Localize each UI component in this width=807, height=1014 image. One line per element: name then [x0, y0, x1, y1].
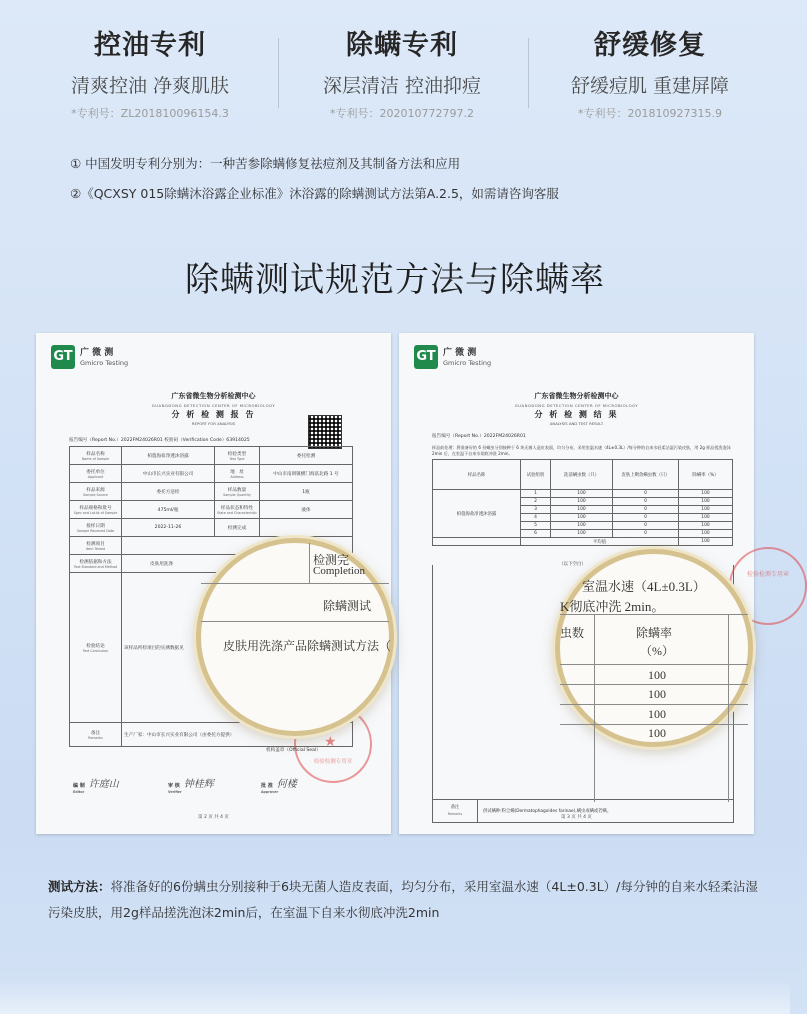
cell: 柏蔻海盐净透沐浴露 — [433, 490, 521, 538]
note-2: ②《QCXSY 015除螨沐浴露企业标准》沐浴露的除螨测试方法第A.2.5，如需请咨询客服 — [70, 186, 559, 201]
grid-line — [560, 704, 748, 705]
grid-line — [594, 614, 595, 802]
cell: 皮肤用洗涤 — [122, 555, 353, 573]
doc-title-en: REPORT FOR ANALYSIS — [191, 421, 236, 426]
table-header: 样品名称 — [433, 460, 521, 490]
cell: 平均值 — [521, 538, 679, 546]
magnifier-report-2 — [555, 549, 753, 747]
cell: 检验结论 Test Conclusion — [70, 573, 122, 723]
cell: 液体 — [260, 501, 353, 519]
table-header: 试验组别 — [521, 460, 551, 490]
seal-sub: 检验检测专用章 — [746, 571, 789, 578]
cell: 委托检测 — [260, 447, 353, 465]
grid-line — [560, 684, 748, 685]
cell: 0 — [613, 530, 679, 538]
magnifier-value: 100 — [648, 707, 666, 721]
cell: 2022-11-26 — [122, 519, 215, 537]
magnifier-text: 虫数 — [560, 626, 585, 640]
grid-line — [560, 614, 748, 615]
patent-title: 除螨专利 — [346, 30, 458, 61]
cell: 100 — [551, 490, 613, 498]
grid-line — [309, 543, 310, 583]
seal-caption: 机构盖章（Official Seal） — [266, 748, 321, 753]
cell: 100 — [679, 506, 733, 514]
remarks-label: 备注 Remarks — [433, 800, 478, 822]
grid-line — [201, 583, 389, 584]
cell: 475ml/瓶 — [122, 501, 215, 519]
cell: 100 — [679, 490, 733, 498]
magnifier-text: K彻底冲洗 2min。 — [560, 599, 665, 614]
cell: 接样日期 Sample Received Date — [70, 519, 122, 537]
section-title: 除螨测试规范方法与除螨率 — [185, 260, 605, 300]
patent-soothing-repair — [525, 28, 775, 121]
cell: 中山市南朗镇横门海富北路 1 号 — [260, 465, 353, 483]
cell: 备注 Remarks — [70, 723, 122, 747]
magnifier-value: 100 — [648, 687, 666, 701]
logo-cn: 广 微 测 — [80, 348, 114, 358]
magnifier-text: （%） — [640, 644, 674, 658]
cell: 3 — [521, 506, 551, 514]
bottom-decoration — [0, 980, 790, 1014]
org-name: 广东省微生物分析检测中心 — [534, 392, 619, 400]
seal-sub: 检验检测专用章 — [313, 759, 353, 765]
doc-title: 分 析 检 测 结 果 — [534, 410, 619, 419]
cell — [433, 538, 521, 546]
patent-number: *专利号：202010772797.2 — [330, 107, 474, 120]
org-name: 广东省微生物分析检测中心 — [171, 392, 256, 400]
patent-number: *专利号：201810927315.9 — [578, 107, 722, 120]
cell — [260, 519, 353, 537]
cell: 1瓶 — [260, 483, 353, 501]
editor-signature: 编 制 许庭山 Editor — [73, 779, 119, 794]
cell: 样品状态和特性 State and Characteristic — [215, 501, 260, 519]
report-number: 报告编号（Report No.）2022FM24026R01 校验码（Verification Code）63914025 — [69, 438, 250, 443]
table-header: 除螨率（%） — [679, 460, 733, 490]
magnifier-report-1 — [196, 538, 394, 736]
org-name-en: GUANGDONG DETECTION CENTER OF MICROBIOLOGY — [151, 403, 276, 408]
doc-title-en: ANALYSIS AND TEST RESULT — [549, 421, 604, 426]
page-number: 第 2 页 共 4 页 — [198, 815, 229, 820]
cell: 100 — [679, 530, 733, 538]
cell: 100 — [551, 514, 613, 522]
org-name-en: GUANGDONG DETECTION CENTER OF MICROBIOLOGY — [514, 403, 639, 408]
patent-section — [0, 28, 790, 128]
magnifier-text: 室温水速（4L±0.3L） — [582, 579, 706, 594]
cell: 100 — [551, 522, 613, 530]
cell: 0 — [613, 522, 679, 530]
table-row — [433, 490, 733, 498]
magnifier-text: 除螨率 — [636, 626, 673, 640]
cell: 1 — [521, 490, 551, 498]
cell: 检测依据和方法 Test Standard and Method — [70, 555, 122, 573]
pretreatment-text: 样品前处理：将准备好的 6 份螨虫分别接种于 6 块无菌人造皮表面，均匀分布，采用室温水速（4L±0.3L）/每分钟的自来水轻柔沾湿污染皮肤，用 2g 样品搓洗泡沫 2min 后，在室温下自来水彻底冲洗 2min。 — [432, 445, 731, 456]
cell: 检验类型 Test Type — [215, 447, 260, 465]
cell: 柏蔻海盐净透沐浴露 — [122, 447, 215, 465]
blank-note: （以下空白） — [559, 562, 586, 567]
cell: 2 — [521, 498, 551, 506]
cell: 6 — [521, 530, 551, 538]
patent-title: 控油专利 — [94, 30, 206, 61]
cell: 5 — [521, 522, 551, 530]
logo-en: Gmicro Testing — [80, 359, 129, 367]
grid-line — [560, 724, 748, 725]
magnifier-value: 100 — [648, 668, 666, 682]
patent-title: 舒缓修复 — [594, 30, 706, 61]
patent-mite-removal — [277, 28, 527, 121]
patent-subtitle: 舒缓痘肌 重建屏障 — [570, 75, 730, 97]
cell: 0 — [613, 490, 679, 498]
patent-oil-control — [25, 28, 275, 121]
cell: 检测完成 — [215, 519, 260, 537]
cell: 样品规格和批号 Spec and Lot.№ of Sample — [70, 501, 122, 519]
note-1: ① 中国发明专利分别为：一种苦参除螨修复祛痘剂及其制备方法和应用 — [70, 156, 461, 171]
verifier-signature: 审 核 钟桂辉 Verifier — [168, 779, 214, 794]
cell: 0 — [613, 514, 679, 522]
cell: 100 — [679, 538, 733, 546]
test-method — [48, 874, 768, 926]
patent-number: *专利号：ZL201810096154.3 — [71, 107, 229, 120]
magnifier-value: 100 — [648, 726, 666, 740]
magnifier-text: 皮肤用洗涤产品除螨测试方法（ — [223, 639, 392, 653]
remarks-value: 供试螨种:粉尘螨(Dermatophagoides farinae),螨虫成螨或若螨。 — [483, 809, 612, 814]
gmicro-logo-icon: GT — [51, 345, 75, 369]
logo-en: Gmicro Testing — [443, 359, 492, 367]
cell: 0 — [613, 498, 679, 506]
grid-line — [560, 664, 748, 665]
mite-result-table — [432, 459, 733, 546]
grid-line — [201, 621, 389, 622]
patent-subtitle: 深层清洁 控油抑痘 — [322, 75, 482, 97]
cell: 该样品所检项目的实测数据见 — [122, 573, 353, 723]
cell: 检测项目 Item Tested — [70, 537, 122, 555]
cell: 100 — [551, 506, 613, 514]
cell: 0 — [613, 506, 679, 514]
magnifier-text: 除螨测试 — [323, 599, 372, 613]
method-text: 将准备好的6份螨虫分别接种于6块无菌人造皮表面，均匀分布，采用室温水速（4L±0.3L）/每分钟的自来水轻柔沾湿污染皮肤，用2g样品搓洗泡沫2min后，在室温下自来水彻底冲洗2min — [48, 879, 758, 920]
cell: 中山市长兴实业有限公司 — [122, 465, 215, 483]
cell: 委托单位 Applicant — [70, 465, 122, 483]
report-number: 报告编号（Report No.）2022FM24026R01 — [432, 434, 526, 439]
cell: 100 — [551, 530, 613, 538]
seal-star-icon: ★ — [324, 734, 337, 750]
cell: 100 — [679, 498, 733, 506]
cell: 样品来源 Sample Source — [70, 483, 122, 501]
cell: 4 — [521, 514, 551, 522]
grid-line — [728, 614, 729, 802]
qr-code-icon — [308, 415, 342, 449]
cell: 样品名称 Name of Sample — [70, 447, 122, 465]
cell: 100 — [679, 514, 733, 522]
gmicro-logo-icon: GT — [414, 345, 438, 369]
cell: 100 — [679, 522, 733, 530]
approver-signature: 批 准 何楼 Approver — [261, 779, 297, 794]
patent-notes — [70, 156, 770, 216]
logo-cn: 广 微 测 — [443, 348, 477, 358]
doc-title: 分 析 检 测 报 告 — [171, 410, 256, 419]
table-row — [433, 538, 733, 546]
magnifier-text: Completion — [313, 565, 365, 577]
method-label: 测试方法： — [48, 879, 111, 894]
cell: 100 — [551, 498, 613, 506]
page-number: 第 3 页 共 4 页 — [561, 815, 592, 820]
table-header: 洗前螨虫数（只） — [551, 460, 613, 490]
cell: 生产厂家：中山市长兴实业有限公司（由委托方提供） — [122, 723, 353, 747]
magnifier-text: 检测完 — [313, 553, 350, 567]
cell: 样品数量 Sample Quantity — [215, 483, 260, 501]
patent-subtitle: 清爽控油 净爽肌肤 — [70, 75, 230, 97]
table-header: 皮肤上剩余螨虫数（只） — [613, 460, 679, 490]
cell: 委托方送检 — [122, 483, 215, 501]
cell: 地 址 Address — [215, 465, 260, 483]
